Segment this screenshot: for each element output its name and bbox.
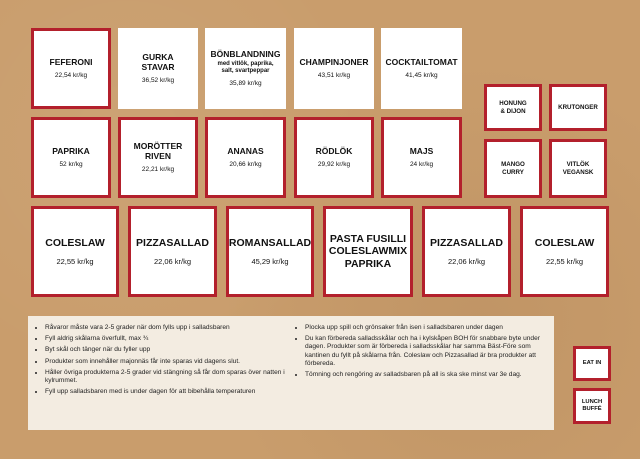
product-price: 36,52 kr/kg xyxy=(141,77,175,85)
product-price: 22,55 kr/kg xyxy=(545,257,584,267)
instructions-panel xyxy=(28,316,554,430)
product-name: PIZZASALLAD xyxy=(136,236,209,249)
product-price: 22,55 kr/kg xyxy=(56,257,94,267)
product-name: PAPRIKA xyxy=(52,145,90,156)
product-card-cocktailtomat xyxy=(381,28,462,109)
product-price: 24 kr/kg xyxy=(409,161,434,169)
dressing-name: VITLÖK VEGANSK xyxy=(562,161,594,176)
product-price: 45,29 kr/kg xyxy=(251,257,289,267)
product-card-majs xyxy=(381,117,462,198)
product-name: GURKA STAVAR xyxy=(141,51,175,72)
lunch-buffe-badge xyxy=(573,388,611,424)
badge-label: LUNCH BUFFÉ xyxy=(581,399,603,412)
product-price: 35,89 kr/kg xyxy=(229,80,262,88)
product-card-romansallad xyxy=(226,206,314,297)
dressing-card-mango-curry xyxy=(484,139,542,198)
product-name: BÖNBLANDNING xyxy=(210,48,281,59)
product-card-feferoni xyxy=(31,28,111,109)
product-name: ANANAS xyxy=(227,145,264,156)
dressing-card-vitlok-vegansk xyxy=(549,139,607,198)
instruction-item: • Råvaror måste vara 2-5 grader när dom fylls upp i salladsbaren xyxy=(45,324,286,332)
product-card-gurka-stavar xyxy=(118,28,198,109)
product-card-coleslaw-left xyxy=(31,206,119,297)
product-price: 22,06 kr/kg xyxy=(447,257,486,267)
product-price: 29,92 kr/kg xyxy=(317,161,351,169)
product-price: 52 kr/kg xyxy=(59,161,83,169)
dressing-name: HONUNG & DIJON xyxy=(499,100,527,115)
instruction-item: • Tömning och rengöring av salladsbaren på all is ska ske minst var 3e dag. xyxy=(305,371,546,379)
product-name: PIZZASALLAD xyxy=(430,236,503,249)
product-card-champinjoner xyxy=(294,28,374,109)
product-price: 22,54 kr/kg xyxy=(54,72,88,80)
product-card-pizzasallad-left xyxy=(128,206,217,297)
product-name: FEFERONI xyxy=(49,56,93,67)
product-description: med vitlök, paprika, salt, svartpeppar xyxy=(217,60,274,74)
product-card-paprika xyxy=(31,117,111,198)
instruction-item: • Du kan förbereda salladsskålar och ha i kylskåpen BOH för snabbare byte under dagen. Produkter som är förbereda i salladsskålar har samma Bäst-Före som kantinen du fyllt på skålarna från. Coleslaw och Pizzasallad är bra produkter att förbereda. xyxy=(305,335,546,368)
product-name: RÖDLÖK xyxy=(315,145,353,156)
instruction-item: • Fyll upp salladsbaren med is under dagen för att bibehålla temperaturen xyxy=(45,388,286,396)
instruction-item: • Plocka upp spill och grönsaker från isen i salladsbaren under dagen xyxy=(305,324,546,332)
product-card-ananas xyxy=(205,117,286,198)
product-name: MAJS xyxy=(409,145,434,156)
dressing-name: MANGO CURRY xyxy=(501,161,525,176)
instruction-item: • Fyll aldrig skålarna överfullt, max ¾ xyxy=(45,335,286,343)
eat-in-badge xyxy=(573,346,611,381)
instructions-right-column xyxy=(296,324,546,422)
product-price: 22,06 kr/kg xyxy=(153,257,192,267)
product-price: 22,21 kr/kg xyxy=(141,166,175,174)
instruction-item: • Byt skål och tänger när du fyller upp xyxy=(45,346,286,354)
badge-label: EAT IN xyxy=(582,360,602,367)
product-card-pizzasallad-right xyxy=(422,206,511,297)
product-name: CHAMPINJONER xyxy=(299,56,369,67)
product-card-rodlok xyxy=(294,117,374,198)
product-name: COLESLAW xyxy=(534,236,595,249)
product-name: PASTA FUSILLI COLESLAWMIX PAPRIKA xyxy=(328,232,408,270)
instructions-left-column xyxy=(36,324,286,422)
product-card-bonblandning xyxy=(205,28,286,109)
product-name: ROMANSALLAD xyxy=(228,236,312,249)
instruction-item: • Håller övriga produkterna 2-5 grader vid stängning så får dom sparas över natten i kylrummet. xyxy=(45,369,286,385)
product-card-coleslaw-right xyxy=(520,206,609,297)
dressing-name: KRUTONGER xyxy=(558,103,598,111)
product-price: 41,45 kr/kg xyxy=(405,72,438,80)
instruction-item: • Produkter som innehåller majonnäs får inte sparas vid dagens slut. xyxy=(45,358,286,366)
product-name: COCKTAILTOMAT xyxy=(385,56,458,67)
product-card-morotter-riven xyxy=(118,117,198,198)
product-card-pasta-fusilli xyxy=(323,206,413,297)
dressing-card-honung-dijon xyxy=(484,84,542,131)
product-price: 43,51 kr/kg xyxy=(317,72,351,80)
dressing-card-krutonger xyxy=(549,84,607,131)
product-name: COLESLAW xyxy=(45,236,105,249)
product-price: 20,66 kr/kg xyxy=(229,161,262,169)
product-name: MORÖTTER RIVEN xyxy=(133,140,183,161)
